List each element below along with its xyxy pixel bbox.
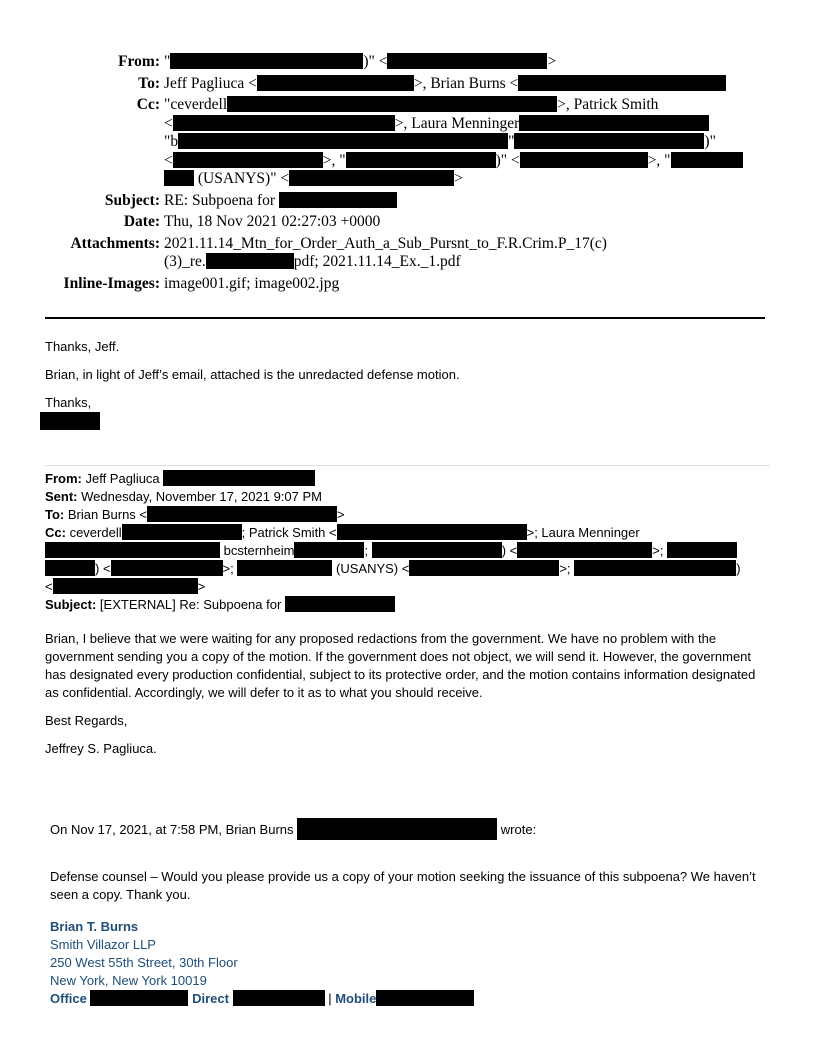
header-date-text: Thu, 18 Nov 2021 02:27:03 +0000 [164,213,381,230]
header-inline-images-text: image001.gif; image002.jpg [164,274,340,292]
message-paragraph: Jeffrey S. Pagliuca. [45,741,157,756]
reply-paragraph: Brian, in light of Jeff’s email, attached is the unredacted defense motion. [45,367,460,382]
header-to-text: Jeff Pagliuca < [164,74,257,92]
header-from-text: )" < [363,53,388,70]
signature-direct-label: Direct [192,991,229,1006]
redaction-block [289,170,454,186]
fwd-to-label: To: [45,507,65,522]
header-subject-row [0,192,816,211]
fwd-cc-line [45,542,770,560]
header-to-text: >, Brian Burns < [413,74,519,92]
fwd-sent-label: Sent: [45,489,78,504]
header-from-text: > [547,53,557,70]
header-cc-text: >, " [647,151,671,169]
signature-mobile-label: Mobile [335,991,377,1006]
fwd-sent-line [45,488,770,506]
fwd-cc-text: ; [364,543,369,558]
attachment-name[interactable]: 2021.11.14_Mtn_for_Order_Auth_a_Sub_Pursnt_to_F.R.Crim.P_17(c) [164,234,607,252]
redaction-block [163,470,315,486]
redaction-block [376,990,474,1006]
header-attachments-row [0,235,816,272]
header-cc-text: (USANYS)" < [194,170,290,187]
signature-phones [50,990,770,1008]
redaction-block [574,560,736,576]
redaction-block [227,96,557,112]
redaction-block [40,412,100,430]
redaction-block [173,152,323,168]
redaction-block [671,152,743,168]
header-cc-text: > [454,170,463,187]
signature-address: 250 West 55th Street, 30th Floor [50,955,238,970]
attachment-name[interactable]: pdf; 2021.11.14_Ex._1.pdf [293,253,461,270]
header-to-row [0,75,816,94]
fwd-cc-text: < [45,579,53,594]
forward-divider [45,465,770,466]
header-divider [45,317,765,319]
quoted-message [50,818,770,1008]
reply-body [45,338,770,432]
fwd-subject-label: Subject: [45,597,97,612]
signature-firm: Smith Villazor LLP [50,937,156,952]
redaction-block [90,990,188,1006]
redaction-block [170,53,363,69]
header-cc-text: "ceverdell [164,96,228,113]
email-header [0,53,816,296]
reply-paragraph: Thanks, Jeff. [45,339,120,354]
fwd-to-text: Brian Burns < [67,507,147,522]
redaction-block [53,578,198,594]
header-cc-text: )" < [495,151,520,169]
header-subject-label: Subject: [104,191,160,209]
redaction-block [173,115,395,131]
redaction-block [337,524,527,540]
header-inline-images-row [0,275,816,294]
header-cc-text: >, " [322,151,346,169]
fwd-cc-line [45,578,770,596]
message-paragraph: Brian, I believe that we were waiting for any proposed redactions from the government. We have no problem with the government sending you a copy of the motion. If the government does not object, we will send it. However, the government has designated every production confidential, subject to its protective order, and the motion contains information designated as confidential. Accordingly, we will defer to it as to what you should receive. [45,631,756,700]
redaction-block [164,170,194,186]
redaction-block [45,542,220,558]
signature-separator: | [328,991,332,1006]
fwd-cc-text: ) [736,561,741,576]
header-to-label: To: [138,74,160,92]
header-from-label: From: [118,53,160,70]
header-inline-images-label: Inline-Images: [63,274,160,292]
redaction-block [237,560,332,576]
redaction-block [514,133,704,149]
forwarded-body [45,630,770,768]
redaction-block [45,560,95,576]
fwd-cc-text: (USANYS) < [336,561,410,576]
header-cc-text: "b [164,133,179,150]
header-cc-text: < [164,151,173,169]
fwd-cc-text: ) < [95,561,111,576]
fwd-cc-text: >; [559,561,571,576]
redaction-block [178,133,508,149]
fwd-subject-line [45,596,770,614]
forwarded-header [45,470,770,614]
fwd-cc-text: bcsternheim [223,543,295,558]
quote-intro [50,818,770,840]
redaction-block [297,818,497,840]
signature-address: New York, New York 10019 [50,973,207,988]
redaction-block [147,506,337,522]
fwd-cc-text: ceverdell [69,525,122,540]
fwd-from-label: From: [45,471,82,486]
fwd-from-line [45,470,770,488]
header-cc-text: < [164,114,173,132]
fwd-cc-line [45,560,770,578]
header-cc-text: >, Patrick Smith [557,96,659,113]
header-cc-label: Cc: [136,96,160,113]
header-cc-text: )" [704,133,716,150]
fwd-cc-label: Cc: [45,525,66,540]
fwd-to-text: > [337,507,345,522]
redaction-block [122,524,242,540]
redaction-block [519,115,709,131]
quote-intro-text: wrote: [500,822,537,837]
redaction-block [520,152,648,168]
reply-paragraph: Thanks, [45,395,92,410]
header-attachments-label: Attachments: [70,234,160,252]
signature [50,918,770,1008]
signature-office-label: Office [50,991,87,1006]
fwd-cc-text: > [197,579,206,594]
fwd-cc-text: >; [652,543,664,558]
redaction-block [285,596,395,612]
fwd-sent-text: Wednesday, November 17, 2021 9:07 PM [81,489,323,504]
redaction-block [517,542,652,558]
fwd-to-line [45,506,770,524]
header-cc-text: " [508,133,515,150]
fwd-cc-text: >; [222,561,234,576]
header-subject-text: RE: Subpoena for [164,191,276,209]
header-from-row [0,53,816,72]
redaction-block [257,75,414,91]
fwd-from-text: Jeff Pagliuca [85,471,160,486]
redaction-block [372,542,502,558]
header-from-text: " [164,53,171,70]
redaction-block [233,990,325,1006]
attachment-name[interactable]: (3)_re. [164,253,206,270]
header-date-row [0,213,816,232]
redaction-block [409,560,559,576]
redaction-block [294,542,364,558]
redaction-block [346,152,496,168]
fwd-cc-line [45,524,770,542]
header-cc-row [0,96,816,189]
header-date-label: Date: [123,213,160,230]
redaction-block [206,253,294,269]
redaction-block [518,75,726,91]
redaction-block [279,192,397,208]
fwd-subject-text: [EXTERNAL] Re: Subpoena for [99,597,282,612]
signature-name: Brian T. Burns [50,919,139,934]
fwd-cc-text: ; Patrick Smith < [241,525,337,540]
redaction-block [111,560,223,576]
fwd-cc-text: >; Laura Menninger [526,525,640,540]
redaction-block [667,542,737,558]
quote-paragraph: Defense counsel – Would you please provide us a copy of your motion seeking the issuance of this subpoena? We haven’t seen a copy. Thank you. [50,869,756,902]
quote-intro-text: On Nov 17, 2021, at 7:58 PM, Brian Burns [50,822,294,837]
fwd-cc-text: ) < [501,543,518,558]
redaction-block [387,53,547,69]
message-paragraph: Best Regards, [45,713,128,728]
header-cc-text: >, Laura Menninger [394,114,520,132]
